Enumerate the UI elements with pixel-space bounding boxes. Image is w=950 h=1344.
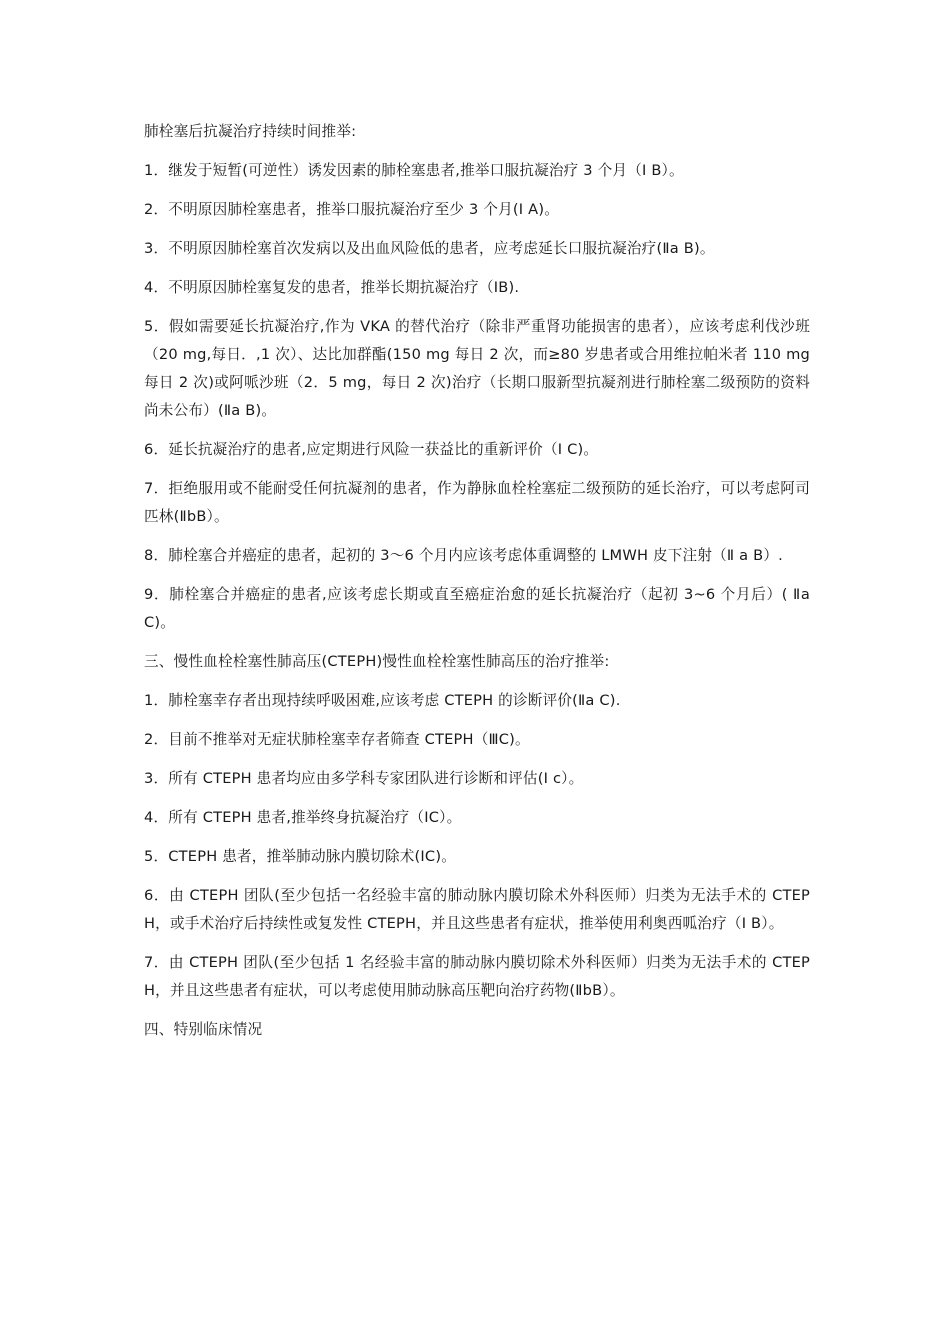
- recommendation-item: 6．延长抗凝治疗的患者,应定期进行风险一获益比的重新评价（I C)。: [144, 441, 599, 458]
- recommendation-item: 9．肺栓塞合并癌症的患者,应该考虑长期或直至癌症治愈的延长抗凝治疗（起初 3~6 个月后）( Ⅱa C)。: [144, 586, 810, 631]
- recommendation-item: 2．不明原因肺栓塞患者，推举口服抗凝治疗至少 3 个月(I A)。: [144, 201, 560, 218]
- recommendation-item: 7．由 CTEPH 团队(至少包括 1 名经验丰富的肺动脉内膜切除术外科医师）归类为无法手术的 CTEPH，并且这些患者有症状，可以考虑使用肺动脉高压靶向治疗药物(ⅡbB）。: [144, 954, 810, 999]
- recommendation-item: 2．目前不推举对无症状肺栓塞幸存者筛查 CTEPH（ⅢC)。: [144, 731, 530, 748]
- recommendation-item: 3．不明原因肺栓塞首次发病以及出血风险低的患者，应考虑延长口服抗凝治疗(Ⅱa B)。: [144, 240, 715, 257]
- section-heading: 四、特别临床情况: [144, 1021, 263, 1038]
- recommendation-item: 7．拒绝服用或不能耐受任何抗凝剂的患者，作为静脉血栓栓塞症二级预防的延长治疗，可以考虑阿司匹林(ⅡbB）。: [144, 480, 810, 525]
- recommendation-item: 4．所有 CTEPH 患者,推举终身抗凝治疗（IC）。: [144, 809, 462, 826]
- recommendation-item: 1．继发于短暂(可逆性）诱发因素的肺栓塞患者,推举口服抗凝治疗 3 个月（I B）。: [144, 162, 684, 179]
- document-body: [144, 118, 810, 1055]
- section-heading: 三、慢性血栓栓塞性肺高压(CTEPH)慢性血栓栓塞性肺高压的治疗推举:: [144, 653, 610, 670]
- section-heading: 肺栓塞后抗凝治疗持续时间推举:: [144, 123, 357, 140]
- recommendation-item: 6．由 CTEPH 团队(至少包括一名经验丰富的肺动脉内膜切除术外科医师）归类为无法手术的 CTEPH，或手术治疗后持续性或复发性 CTEPH，并且这些患者有症状，推举使用利奥西呱治疗（I B）。: [144, 887, 810, 932]
- recommendation-item: 4．不明原因肺栓塞复发的患者，推举长期抗凝治疗（IB).: [144, 279, 520, 296]
- recommendation-item: 5．假如需要延长抗凝治疗,作为 VKA 的替代治疗（除非严重肾功能损害的患者），应该考虑利伐沙班（20 mg,每日．,1 次）、达比加群酯(150 mg 每日 2 次，而≥80 岁患者或合用维拉帕米者 110 mg 每日 2 次)或阿哌沙班（2．5 mg，每日 2 次)治疗（长期口服新型抗凝剂进行肺栓塞二级预防的资料尚未公布）(Ⅱa B)。: [144, 318, 810, 419]
- recommendation-item: 1．肺栓塞幸存者出现持续呼吸困难,应该考虑 CTEPH 的诊断评价(Ⅱa C).: [144, 692, 621, 709]
- recommendation-item: 5．CTEPH 患者，推举肺动脉内膜切除术(IC)。: [144, 848, 457, 865]
- recommendation-item: 8．肺栓塞合并癌症的患者，起初的 3～6 个月内应该考虑体重调整的 LMWH 皮下注射（Ⅱ a B）.: [144, 547, 783, 564]
- recommendation-item: 3．所有 CTEPH 患者均应由多学科专家团队进行诊断和评估(I c）。: [144, 770, 584, 787]
